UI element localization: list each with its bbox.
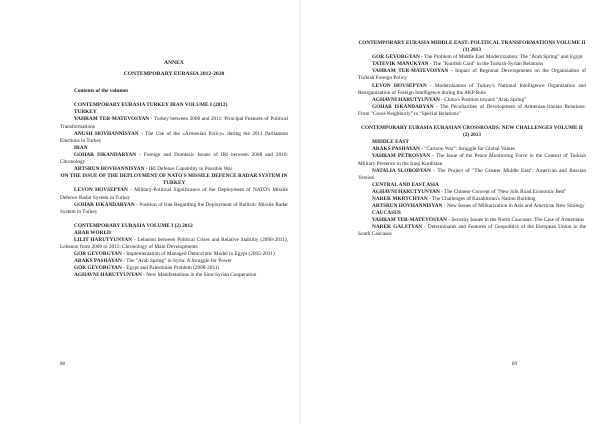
entry-author: VAHRAM PETROSYAN xyxy=(372,153,431,160)
entry xyxy=(358,189,586,196)
entry-author: GOHAR ISKANDARYAN xyxy=(372,103,434,110)
entry-author: GOR GEVORGYAN xyxy=(372,54,420,61)
entry-title: - The Peculiarities of Development of Armenian-Iranian Relations: From "Good-Neighborly" to "Special Relations" xyxy=(358,103,586,117)
entry-author: VAHRAM TER-MATEVOSYAN xyxy=(372,68,449,75)
entry xyxy=(358,168,586,182)
entry-author: LEVON HOVSEPYAN xyxy=(372,82,427,89)
entry xyxy=(60,152,288,166)
entry-author: ARAKS PASHAYAN xyxy=(74,258,122,265)
section-title: CAUCASUS xyxy=(372,210,401,217)
entry-title: - Turkey between 2008 and 2011: Principal Features of Political Transformations xyxy=(60,116,288,130)
entry-author: AGHAVNI HARUTYUNYAN xyxy=(74,272,142,279)
entry-title: - New Manifestations in the Sino-Syrian Cooperation xyxy=(141,272,257,279)
volume-title: CONTEMPORARY EURASIA EURASIAN CROSSROADS: NEW CHALLENGES VOLUME II (2) 2013 xyxy=(361,125,583,139)
entry xyxy=(358,153,586,167)
entry xyxy=(358,104,586,118)
entry-author: GOHAR ISKANDARYAN xyxy=(74,201,135,208)
entry-author: VAHRAM TER-MATEVOSYAN xyxy=(74,116,150,123)
entry-title: - Determinants and Features of Geopolitics of the European Union in the South Caucasus xyxy=(358,224,586,238)
entry-author: AGHAVNI HARUTYUNYAN xyxy=(372,188,440,195)
left-page xyxy=(60,40,288,280)
entry-title: - "Cartoon War": Struggle for Global Values xyxy=(419,146,515,153)
entry-title: - The Issue of the Peace Monitoring Force in the Context of Turkish Military Presence in the Iraqi Kurdistan xyxy=(358,153,586,167)
entry-title: - The Project of "The Greater Middle East": American and Russian Version xyxy=(358,167,586,181)
right-page xyxy=(358,40,586,239)
entry xyxy=(358,196,586,203)
entry-author: GOR GEVORGYAN xyxy=(74,251,122,258)
entry-title: - Lebanon between Political Crises and Relative Stability (2008-2011), Lebanon from 2008 to 2011: Chronology of Main Developments xyxy=(60,236,288,251)
volume-title: CONTEMPORARY EURASIA TURKEY IRAN VOLUME I (2012) xyxy=(74,102,228,109)
entry-author: ARTSRUN HOVHANNISYAN xyxy=(74,166,145,173)
entry xyxy=(60,272,288,279)
section-title: CENTRAL AND EAST ASIA xyxy=(372,181,439,188)
entry-author: NAREK MKRTCHYAN xyxy=(372,195,428,202)
section-title: IRAN xyxy=(74,144,88,151)
entry-author: LILIT HARUTYUNYAN xyxy=(74,236,133,243)
contents-label: Contents of the volumes xyxy=(74,88,129,95)
entry xyxy=(358,54,586,61)
entry-author: VAHRAM TER-MATEVOSYAN xyxy=(372,217,447,224)
entry xyxy=(60,187,288,201)
entry-title: - IRI Defense Capability in Possible War xyxy=(144,166,233,173)
entry-author: NATALIA SLOBODYAN xyxy=(372,167,431,174)
entry-title: - The "Arab Spring" in Syria: A Struggle for Power xyxy=(121,258,232,265)
entry-title: - Modernization of Turkey's National Intelligence Organization and Reorganization of Foreign Intelligence during the AKP Rule xyxy=(358,82,586,96)
entry xyxy=(60,237,288,251)
entry-author: LEVON HOVSEPYAN xyxy=(74,187,128,194)
entry-author: AGHAVNI HARUTYUNYAN xyxy=(372,96,440,103)
section-title: ON THE ISSUE OF THE DEPLOYMENT OF NATO'S MISSILE DEFENCE RADAR SYSTEM IN TURKEY xyxy=(60,173,288,187)
section-title: TURKEY xyxy=(74,109,97,116)
entry xyxy=(358,224,586,238)
section-title: ARAB WORLD xyxy=(74,229,111,236)
entry-title: - The Use of the «Armenian Policy» during the 2011 Parliament Elections in Turkey xyxy=(60,130,289,144)
entry-author: ANUSH HOVHANNISYAN xyxy=(74,130,139,137)
entry-title: - Egypt and Palestinian Problem (2008-2011) xyxy=(121,265,220,272)
annex-heading: ANNEX xyxy=(164,60,184,66)
entry-title: - The Challenges of Kazakhstan's Nation Building xyxy=(427,195,536,202)
entry-title: - Impact of Regional Developments on the Organization of Turkish Foreign Policy xyxy=(358,68,586,82)
entry-title: - Security Issues in the North Caucasus: The Case of Armenians xyxy=(446,217,585,224)
section-title: MIDDLE EAST xyxy=(372,139,409,146)
book-gutter xyxy=(299,0,301,424)
entry-author: NAREK GALSTYAN xyxy=(372,224,423,231)
entry-title: - Position of Iran Regarding the Deployment of Ballistic Missile Radar System in Turkey xyxy=(60,201,288,215)
page-number-right: 89 xyxy=(512,362,517,367)
entry xyxy=(358,68,586,82)
entry xyxy=(60,131,288,145)
entry xyxy=(60,202,288,216)
entry xyxy=(358,203,586,210)
entry xyxy=(358,83,586,97)
entry-title: - New Issues of Militarization in Asia and American New Strategy xyxy=(442,203,585,210)
entry xyxy=(60,116,288,130)
entry-title: - Implementation of Managed Democratic Model in Egypt (2005-2011) xyxy=(121,251,275,258)
entry-author: ARAKS PASHAYAN xyxy=(372,146,420,153)
entry-author: TATEVIK MANUKYAN xyxy=(372,61,429,68)
volume-title: CONTEMPORARY EURASIA VOLUME I (2) 2012 xyxy=(74,222,193,229)
entry-author: GOR GEVORGYAN xyxy=(74,265,122,272)
page-title: CONTEMPORARY EURASIA 2012-2020 xyxy=(123,71,225,78)
volume-title: CONTEMPORARY EURASIA MIDDLE EAST: POLITICAL TRANSFORMATIONS VOLUME II (1) 2013 xyxy=(358,40,586,54)
entry-author: ARTSRUN HOVHANNISYAN xyxy=(372,203,443,210)
entry-title: - China's Position toward "Arab Spring" xyxy=(439,96,527,103)
entry-title: - The Chinese Concept of "New Silk Road Economic Belt" xyxy=(439,188,567,195)
entry-title: - Military-Political Significance of the Deployment of NATO's Missile Defence Radar System in Turkey xyxy=(60,187,288,201)
entry-title: - The "Kurdish Card" in the Turkish-Syrian Relations xyxy=(428,61,544,68)
entry xyxy=(358,97,586,104)
entry xyxy=(60,166,288,173)
entry-author: GOHAR ISKANDARYAN xyxy=(74,151,137,158)
entry-title: - Foreign and Domestic Issues of IRI between 2008 and 2010: Chronology xyxy=(60,151,288,166)
page-number-left: 88 xyxy=(60,362,65,367)
entry-title: - The Problem of Middle East Modernization: The "Arab Spring" and Egypt xyxy=(419,54,583,61)
